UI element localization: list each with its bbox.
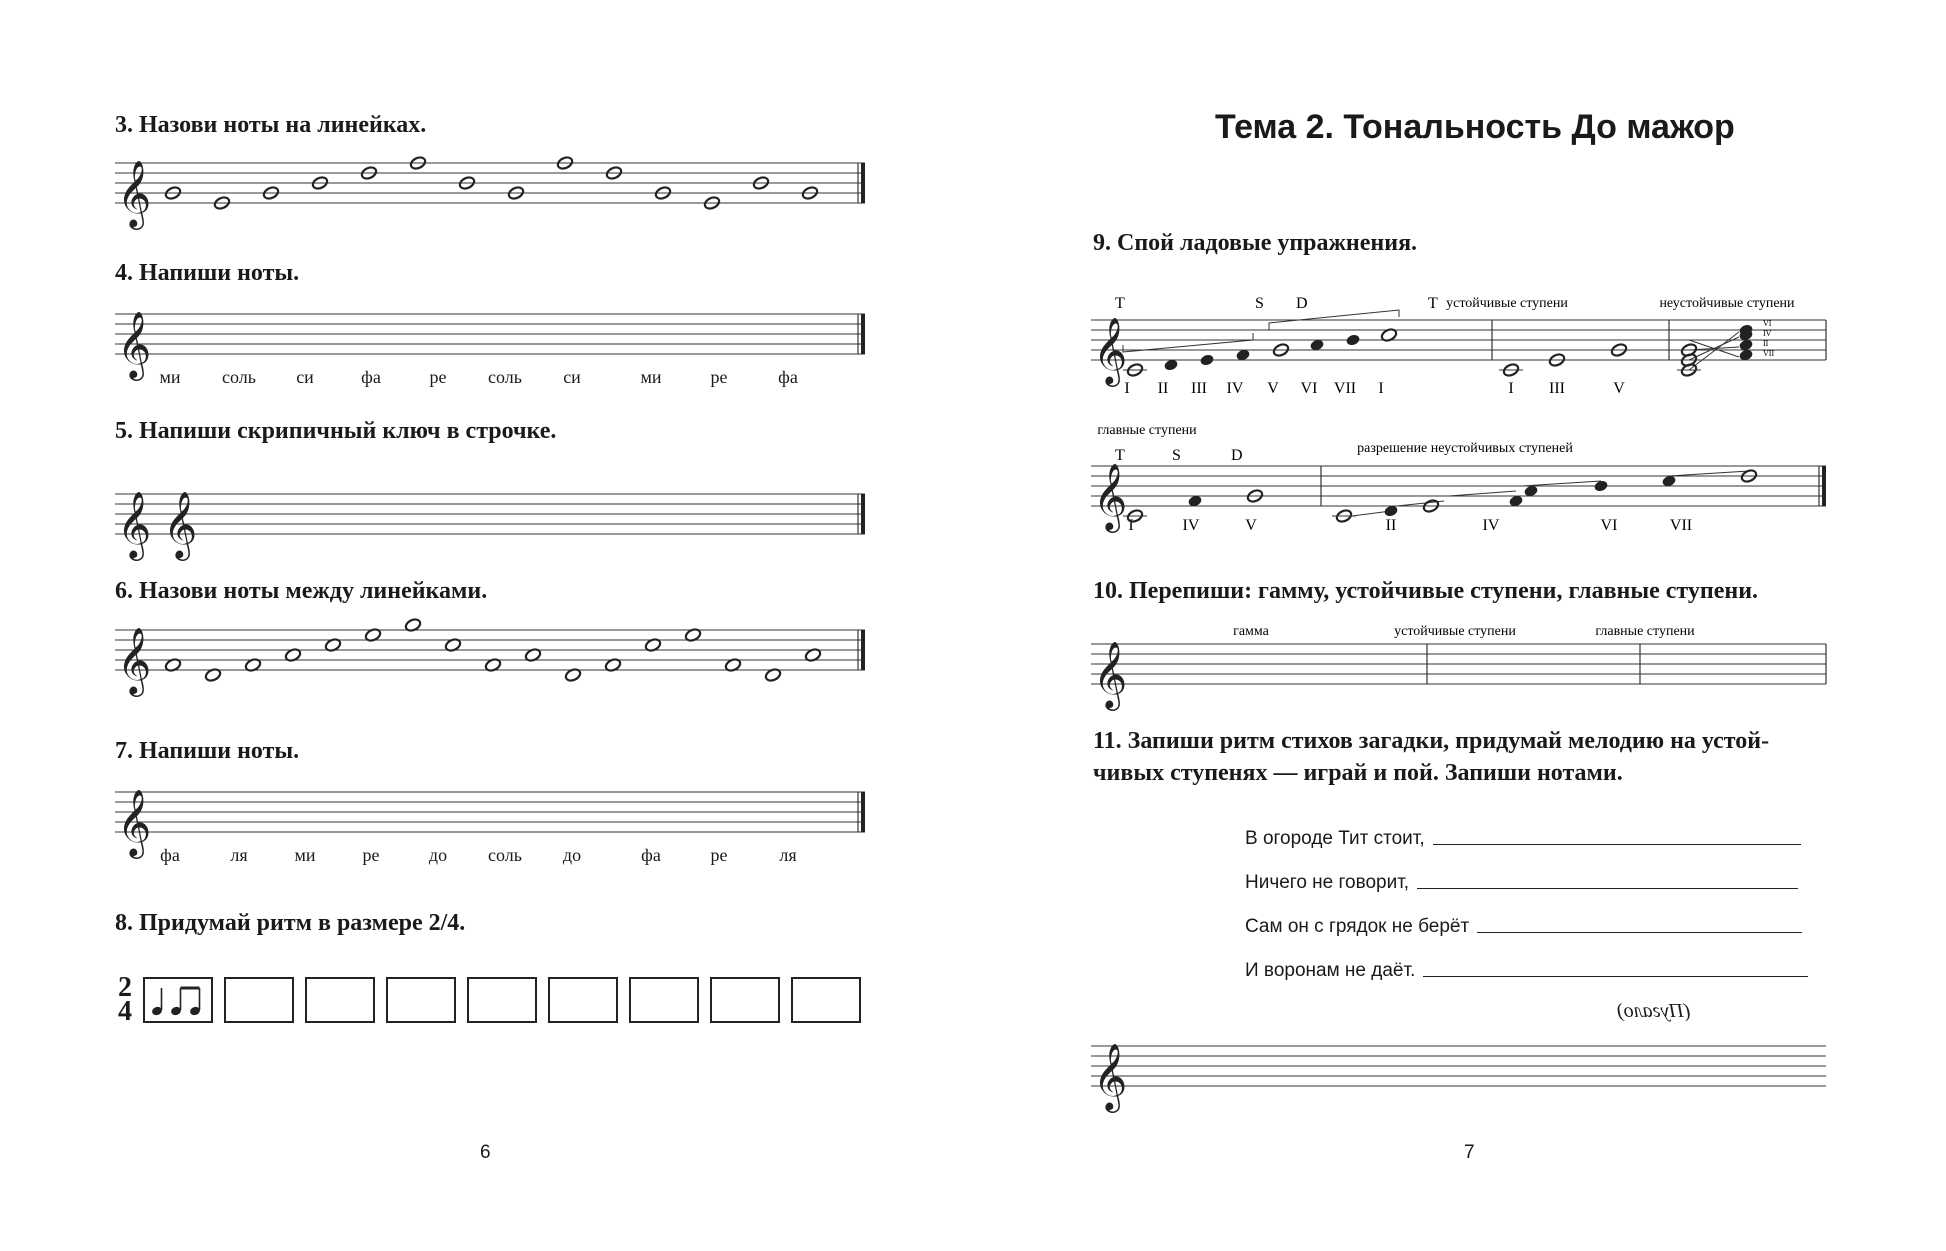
task-9-main-degrees-staff [1091, 422, 1831, 537]
scale-label: гамма [1233, 624, 1269, 639]
rhythm-exercise [113, 972, 872, 1027]
note-name: соль [222, 367, 256, 387]
treble-clef-icon: 𝄞 [1093, 642, 1128, 707]
resolution-degree-label: VII [1669, 517, 1693, 534]
task-8-title: 8. Придумай ритм в размере 2/4. [115, 910, 466, 936]
degree-label: V [1267, 380, 1279, 397]
unstable-degree-label: IV [1763, 329, 1772, 338]
page-number-right: 7 [1464, 1142, 1475, 1163]
stable-label: устойчивые ступени [1394, 624, 1516, 639]
task-4-title: 4. Напиши ноты. [115, 260, 300, 286]
note-name: до [562, 845, 582, 865]
poem-line [1245, 872, 1798, 894]
unstable-degree-label: VII [1763, 349, 1775, 358]
quarter-note [1199, 353, 1214, 366]
note-name: до [428, 845, 448, 865]
treble-clef-icon: 𝄞 [1093, 464, 1128, 529]
main-degree-label: I [1128, 517, 1134, 534]
function-label: T [1115, 295, 1125, 312]
resolution-degree-label: VI [1600, 517, 1618, 534]
treble-clef-icon: 𝄞 [163, 492, 198, 557]
riddle-answer: (Пугало) [1617, 1000, 1691, 1022]
function-label: T [1428, 295, 1438, 312]
note-name: фа [361, 367, 381, 387]
answer-line[interactable] [1477, 931, 1802, 933]
function-label: S [1172, 447, 1181, 464]
resolution-arrow-icon [1669, 471, 1749, 476]
rhythm-box[interactable] [467, 977, 537, 1023]
treble-clef-icon: 𝄞 [117, 492, 152, 557]
eighth-notes-example-icon [145, 979, 211, 1021]
note-name: си [563, 367, 581, 387]
resolution-degree-label: II [1385, 517, 1397, 534]
task-9-title: 9. Спой ладовые упражнения. [1093, 230, 1418, 256]
resolution-degree-label: IV [1482, 517, 1500, 534]
rhythm-box-example [143, 977, 213, 1023]
rhythm-box[interactable] [629, 977, 699, 1023]
resolution-arrow-icon [1449, 491, 1516, 496]
answer-line[interactable] [1433, 843, 1801, 845]
note-name: ре [362, 845, 380, 865]
poem-line-text: В огороде Тит стоит, [1245, 828, 1425, 849]
treble-clef-icon: 𝄞 [1093, 318, 1128, 383]
note-name: ре [710, 367, 728, 387]
right-page [973, 0, 1946, 1251]
unstable-degree-label: II [1763, 339, 1769, 348]
poem-line-text: И воронам не даёт. [1245, 960, 1416, 981]
treble-clef-icon: 𝄞 [117, 790, 152, 855]
task-7-title: 7. Напиши ноты. [115, 738, 300, 764]
degree-label: III [1191, 380, 1207, 397]
degree-label: I [1124, 380, 1130, 397]
poem-line [1245, 960, 1808, 982]
task-10-title: 10. Перепиши: гамму, устойчивые ступени, главные ступени. [1093, 578, 1759, 604]
poem-line [1245, 916, 1802, 938]
rhythm-box[interactable] [305, 977, 375, 1023]
note-name: соль [488, 845, 522, 865]
resolution-arrow-icon [1523, 481, 1601, 486]
note-name: ми [294, 845, 316, 865]
unstable-degree-label: VI [1763, 319, 1772, 328]
note-name: фа [641, 845, 661, 865]
poem-line-text: Ничего не говорит, [1245, 872, 1410, 893]
task-5-staff [115, 476, 870, 557]
stable-degrees-label: устойчивые ступени [1446, 296, 1568, 311]
treble-clef-icon: 𝄞 [117, 312, 152, 377]
note-name: ре [429, 367, 447, 387]
function-label: T [1115, 447, 1125, 464]
rhythm-box[interactable] [386, 977, 456, 1023]
degree-label: IV [1226, 380, 1244, 397]
function-label: D [1296, 295, 1308, 312]
task-11-staff[interactable] [1091, 1030, 1831, 1109]
degree-label: I [1378, 380, 1384, 397]
time-signature-bottom: 4 [118, 996, 132, 1027]
poem-line [1245, 828, 1801, 850]
task-7-note-names [115, 845, 870, 869]
note-name: ля [779, 845, 797, 865]
main-degree-label: IV [1182, 517, 1200, 534]
task-6-title: 6. Назови ноты между линейками. [115, 578, 488, 604]
task-11-title-line-2: чивых ступенях — играй и пой. Запиши нотами. [1093, 760, 1623, 786]
main-label: главные ступени [1595, 624, 1695, 639]
task-10-staff [1091, 618, 1831, 707]
main-degree-label: V [1245, 517, 1257, 534]
stable-degree-label: V [1613, 380, 1625, 397]
treble-clef-icon: 𝄞 [1093, 1044, 1128, 1109]
unstable-degrees-label: неустойчивые ступени [1659, 296, 1795, 311]
stable-degree-label: I [1508, 380, 1514, 397]
function-label: D [1231, 447, 1243, 464]
task-11-title-line-1: 11. Запиши ритм стихов загадки, придумай мелодию на устой- [1093, 728, 1770, 754]
answer-line[interactable] [1417, 887, 1798, 889]
page-number-left: 6 [480, 1142, 491, 1163]
task-9-scale-staff [1091, 290, 1831, 405]
treble-clef-icon: 𝄞 [117, 161, 152, 226]
stable-degree-label: III [1549, 380, 1565, 397]
degree-label: II [1157, 380, 1169, 397]
rhythm-box[interactable] [224, 977, 294, 1023]
note-name: си [296, 367, 314, 387]
note-name: фа [160, 845, 180, 865]
rhythm-box[interactable] [548, 977, 618, 1023]
task-3-title: 3. Назови ноты на линейках. [115, 112, 427, 138]
note-name: фа [778, 367, 798, 387]
note-name: соль [488, 367, 522, 387]
note-name: ми [159, 367, 181, 387]
rhythm-box[interactable] [791, 977, 861, 1023]
degree-label: VI [1300, 380, 1318, 397]
main-degrees-label: главные ступени [1097, 423, 1197, 438]
function-label: S [1255, 295, 1264, 312]
time-signature-top: 2 [118, 972, 132, 1003]
task-3-staff [115, 148, 870, 226]
note-name: ре [710, 845, 728, 865]
resolution-label: разрешение неустойчивых ступеней [1357, 441, 1573, 456]
time-signature [113, 972, 137, 1027]
note-name: ми [640, 367, 662, 387]
rhythm-box[interactable] [710, 977, 780, 1023]
theme-title: Тема 2. Тональность До мажор [1215, 108, 1735, 146]
task-5-title: 5. Напиши скрипичный ключ в строчке. [115, 418, 557, 444]
quarter-note [1345, 333, 1360, 346]
treble-clef-icon: 𝄞 [117, 628, 152, 693]
note-name: ля [230, 845, 248, 865]
poem-line-text: Сам он с грядок не берёт [1245, 916, 1470, 937]
degree-label: VII [1333, 380, 1357, 397]
task-4-note-names [115, 367, 870, 391]
phrase-bracket [1123, 333, 1253, 352]
task-6-staff [115, 614, 870, 693]
answer-line[interactable] [1423, 975, 1808, 977]
